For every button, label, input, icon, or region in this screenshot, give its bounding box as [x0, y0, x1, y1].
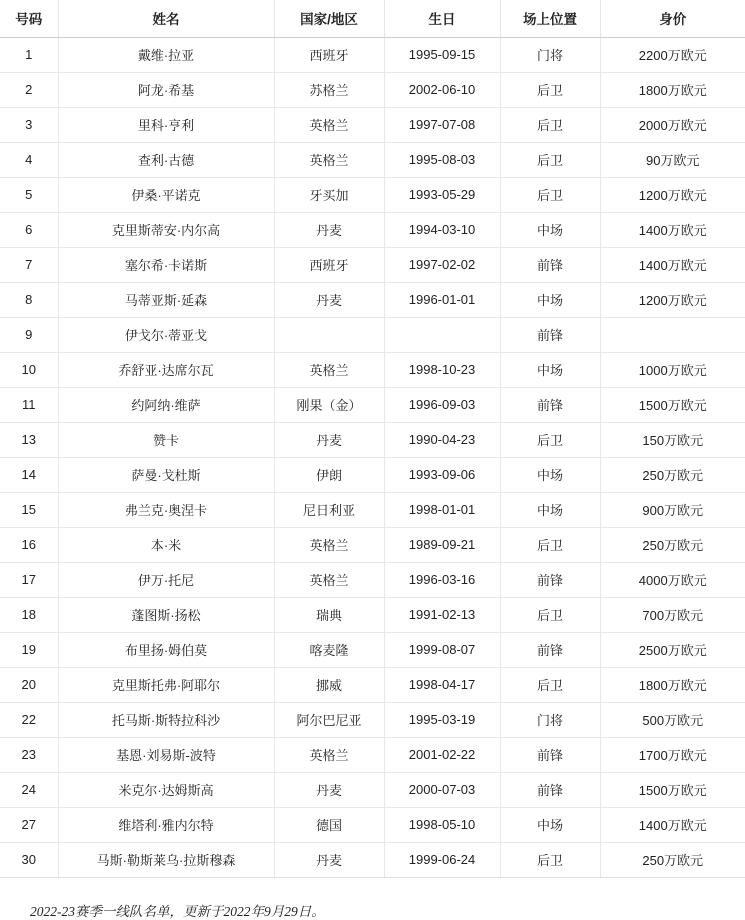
player-number-cell: 19 [0, 633, 58, 668]
player-birthday-cell: 1995-09-15 [384, 38, 500, 73]
table-row [0, 563, 745, 598]
player-birthday-cell: 1998-04-17 [384, 668, 500, 703]
player-number-cell: 20 [0, 668, 58, 703]
player-number-cell: 27 [0, 808, 58, 843]
player-market-value-cell: 1200万欧元 [600, 178, 745, 213]
player-name-cell: 里科·亨利 [58, 108, 274, 143]
player-nation-cell [274, 318, 384, 353]
player-position-cell: 中场 [500, 808, 600, 843]
player-nation-cell: 丹麦 [274, 213, 384, 248]
table-row [0, 808, 745, 843]
player-name-cell: 马蒂亚斯·延森 [58, 283, 274, 318]
player-position-cell: 后卫 [500, 668, 600, 703]
table-row [0, 703, 745, 738]
player-nation-cell: 丹麦 [274, 283, 384, 318]
player-nation-cell: 丹麦 [274, 773, 384, 808]
player-market-value-cell: 500万欧元 [600, 703, 745, 738]
player-name-cell: 戴维·拉亚 [58, 38, 274, 73]
player-name-cell: 赞卡 [58, 423, 274, 458]
player-position-cell: 后卫 [500, 423, 600, 458]
player-name-cell: 马斯·勒斯莱乌·拉斯穆森 [58, 843, 274, 878]
table-header-row [0, 0, 745, 38]
player-nation-cell: 英格兰 [274, 108, 384, 143]
player-position-cell: 前锋 [500, 388, 600, 423]
player-birthday-cell: 1994-03-10 [384, 213, 500, 248]
player-number-cell: 2 [0, 73, 58, 108]
player-market-value-cell: 1700万欧元 [600, 738, 745, 773]
player-position-cell: 前锋 [500, 738, 600, 773]
player-nation-cell: 英格兰 [274, 563, 384, 598]
table-row [0, 773, 745, 808]
player-birthday-cell: 2000-07-03 [384, 773, 500, 808]
player-nation-cell: 阿尔巴尼亚 [274, 703, 384, 738]
player-name-cell: 伊戈尔·蒂亚戈 [58, 318, 274, 353]
player-nation-cell: 德国 [274, 808, 384, 843]
player-nation-cell: 喀麦隆 [274, 633, 384, 668]
player-birthday-cell: 1996-09-03 [384, 388, 500, 423]
player-position-cell: 中场 [500, 213, 600, 248]
player-market-value-cell: 900万欧元 [600, 493, 745, 528]
player-nation-cell: 英格兰 [274, 738, 384, 773]
player-market-value-cell: 1800万欧元 [600, 668, 745, 703]
player-birthday-cell: 1998-01-01 [384, 493, 500, 528]
player-number-cell: 9 [0, 318, 58, 353]
player-nation-cell: 尼日利亚 [274, 493, 384, 528]
player-name-cell: 萨曼·戈杜斯 [58, 458, 274, 493]
player-position-cell: 门将 [500, 38, 600, 73]
player-position-cell: 前锋 [500, 633, 600, 668]
player-position-cell: 中场 [500, 493, 600, 528]
player-name-cell: 塞尔希·卡诺斯 [58, 248, 274, 283]
player-market-value-cell: 1800万欧元 [600, 73, 745, 108]
player-birthday-cell: 1990-04-23 [384, 423, 500, 458]
player-nation-cell: 英格兰 [274, 528, 384, 563]
player-market-value-cell: 2200万欧元 [600, 38, 745, 73]
player-position-cell: 后卫 [500, 73, 600, 108]
table-row [0, 668, 745, 703]
player-birthday-cell: 1995-08-03 [384, 143, 500, 178]
player-position-cell: 前锋 [500, 773, 600, 808]
player-position-cell: 后卫 [500, 143, 600, 178]
player-market-value-cell: 1000万欧元 [600, 353, 745, 388]
table-row [0, 353, 745, 388]
player-name-cell: 阿龙·希基 [58, 73, 274, 108]
player-market-value-cell: 1400万欧元 [600, 213, 745, 248]
player-market-value-cell: 250万欧元 [600, 458, 745, 493]
player-name-cell: 蓬图斯·扬松 [58, 598, 274, 633]
player-market-value-cell: 150万欧元 [600, 423, 745, 458]
player-name-cell: 米克尔·达姆斯高 [58, 773, 274, 808]
player-name-cell: 伊桑·平诺克 [58, 178, 274, 213]
player-number-cell: 30 [0, 843, 58, 878]
player-name-cell: 克里斯托弗·阿耶尔 [58, 668, 274, 703]
player-nation-cell: 苏格兰 [274, 73, 384, 108]
table-row [0, 73, 745, 108]
player-birthday-cell: 1993-05-29 [384, 178, 500, 213]
player-name-cell: 托马斯·斯特拉科沙 [58, 703, 274, 738]
player-position-cell: 后卫 [500, 843, 600, 878]
player-birthday-cell: 1996-03-16 [384, 563, 500, 598]
player-number-cell: 15 [0, 493, 58, 528]
column-header-position: 场上位置 [500, 0, 600, 38]
player-number-cell: 24 [0, 773, 58, 808]
table-row [0, 213, 745, 248]
player-market-value-cell: 250万欧元 [600, 528, 745, 563]
table-row [0, 598, 745, 633]
player-name-cell: 基恩·刘易斯-波特 [58, 738, 274, 773]
player-nation-cell: 西班牙 [274, 248, 384, 283]
player-position-cell: 中场 [500, 458, 600, 493]
player-market-value-cell: 4000万欧元 [600, 563, 745, 598]
player-position-cell: 前锋 [500, 563, 600, 598]
player-number-cell: 3 [0, 108, 58, 143]
player-name-cell: 克里斯蒂安·内尔高 [58, 213, 274, 248]
player-market-value-cell: 1400万欧元 [600, 248, 745, 283]
player-nation-cell: 伊朗 [274, 458, 384, 493]
player-position-cell: 前锋 [500, 318, 600, 353]
player-nation-cell: 瑞典 [274, 598, 384, 633]
column-header-nation: 国家/地区 [274, 0, 384, 38]
player-name-cell: 布里扬·姆伯莫 [58, 633, 274, 668]
table-row [0, 633, 745, 668]
player-number-cell: 18 [0, 598, 58, 633]
player-position-cell: 后卫 [500, 598, 600, 633]
player-birthday-cell: 1989-09-21 [384, 528, 500, 563]
table-caption: 2022-23赛季一线队名单，更新于2022年9月29日。 [30, 904, 325, 919]
player-number-cell: 16 [0, 528, 58, 563]
table-row [0, 108, 745, 143]
player-nation-cell: 刚果（金） [274, 388, 384, 423]
player-position-cell: 中场 [500, 283, 600, 318]
player-number-cell: 1 [0, 38, 58, 73]
player-number-cell: 11 [0, 388, 58, 423]
player-number-cell: 6 [0, 213, 58, 248]
player-name-cell: 本·米 [58, 528, 274, 563]
player-nation-cell: 挪威 [274, 668, 384, 703]
player-birthday-cell: 1999-08-07 [384, 633, 500, 668]
table-row [0, 283, 745, 318]
player-birthday-cell: 1993-09-06 [384, 458, 500, 493]
table-header [0, 0, 745, 38]
player-birthday-cell: 1996-01-01 [384, 283, 500, 318]
player-nation-cell: 西班牙 [274, 38, 384, 73]
table-row [0, 528, 745, 563]
player-market-value-cell: 2000万欧元 [600, 108, 745, 143]
column-header-market-value: 身价 [600, 0, 745, 38]
player-number-cell: 8 [0, 283, 58, 318]
table-row [0, 143, 745, 178]
player-number-cell: 23 [0, 738, 58, 773]
player-number-cell: 10 [0, 353, 58, 388]
player-birthday-cell: 1998-05-10 [384, 808, 500, 843]
player-birthday-cell [384, 318, 500, 353]
table-row [0, 248, 745, 283]
player-birthday-cell: 2002-06-10 [384, 73, 500, 108]
player-birthday-cell: 1991-02-13 [384, 598, 500, 633]
player-position-cell: 中场 [500, 353, 600, 388]
player-position-cell: 后卫 [500, 108, 600, 143]
player-number-cell: 17 [0, 563, 58, 598]
player-birthday-cell: 2001-02-22 [384, 738, 500, 773]
column-header-number: 号码 [0, 0, 58, 38]
column-header-birthday: 生日 [384, 0, 500, 38]
player-name-cell: 约阿纳·维萨 [58, 388, 274, 423]
table-row [0, 493, 745, 528]
player-market-value-cell: 1200万欧元 [600, 283, 745, 318]
player-number-cell: 7 [0, 248, 58, 283]
table-row [0, 318, 745, 353]
player-name-cell: 维塔利·雅内尔特 [58, 808, 274, 843]
player-market-value-cell [600, 318, 745, 353]
player-market-value-cell: 1400万欧元 [600, 808, 745, 843]
table-row [0, 458, 745, 493]
player-number-cell: 22 [0, 703, 58, 738]
table-row [0, 38, 745, 73]
player-nation-cell: 英格兰 [274, 353, 384, 388]
table-row [0, 843, 745, 878]
player-nation-cell: 丹麦 [274, 423, 384, 458]
column-header-name: 姓名 [58, 0, 274, 38]
player-market-value-cell: 2500万欧元 [600, 633, 745, 668]
player-name-cell: 乔舒亚·达席尔瓦 [58, 353, 274, 388]
table-row [0, 423, 745, 458]
player-birthday-cell: 1998-10-23 [384, 353, 500, 388]
player-nation-cell: 牙买加 [274, 178, 384, 213]
table-row [0, 178, 745, 213]
player-nation-cell: 丹麦 [274, 843, 384, 878]
player-number-cell: 5 [0, 178, 58, 213]
table-row [0, 388, 745, 423]
player-name-cell: 弗兰克·奥涅卡 [58, 493, 274, 528]
player-market-value-cell: 700万欧元 [600, 598, 745, 633]
player-nation-cell: 英格兰 [274, 143, 384, 178]
player-position-cell: 前锋 [500, 248, 600, 283]
player-birthday-cell: 1999-06-24 [384, 843, 500, 878]
table-row [0, 738, 745, 773]
player-number-cell: 13 [0, 423, 58, 458]
table-body [0, 38, 745, 878]
player-market-value-cell: 1500万欧元 [600, 388, 745, 423]
player-number-cell: 14 [0, 458, 58, 493]
player-position-cell: 后卫 [500, 528, 600, 563]
player-name-cell: 伊万·托尼 [58, 563, 274, 598]
player-number-cell: 4 [0, 143, 58, 178]
player-birthday-cell: 1997-02-02 [384, 248, 500, 283]
player-birthday-cell: 1995-03-19 [384, 703, 500, 738]
player-market-value-cell: 1500万欧元 [600, 773, 745, 808]
player-market-value-cell: 90万欧元 [600, 143, 745, 178]
player-position-cell: 门将 [500, 703, 600, 738]
player-name-cell: 查利·古德 [58, 143, 274, 178]
player-birthday-cell: 1997-07-08 [384, 108, 500, 143]
player-position-cell: 后卫 [500, 178, 600, 213]
player-market-value-cell: 250万欧元 [600, 843, 745, 878]
